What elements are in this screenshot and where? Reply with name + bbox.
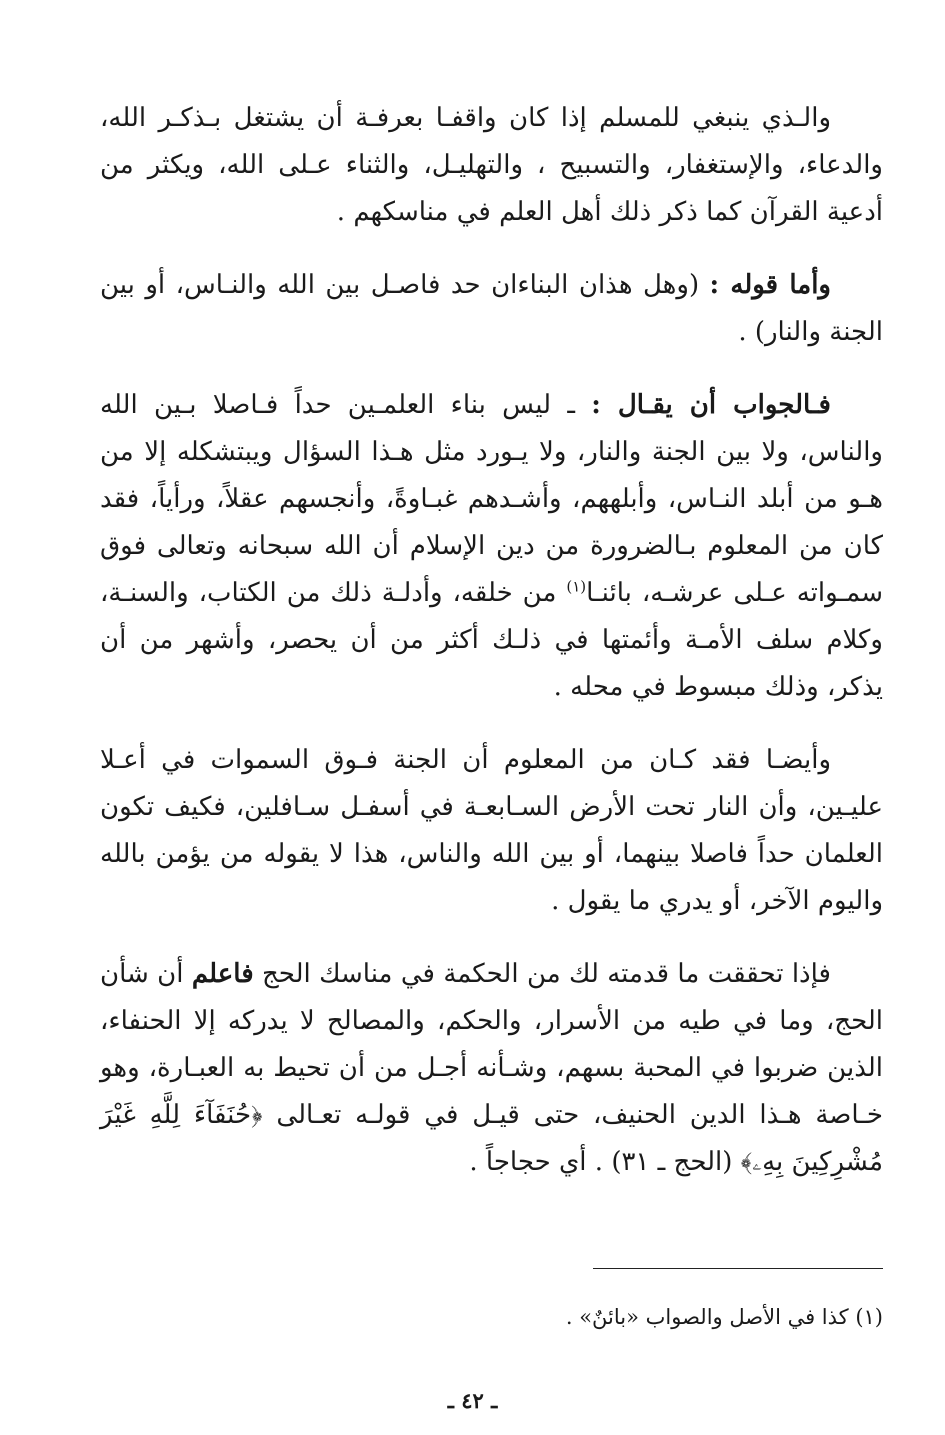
paragraph-paradise-fire — [100, 737, 883, 925]
paragraph-text: (وهل هذان البناءان حد فاصـل بين الله والنـاس، أو بين الجنة والنار) . — [100, 270, 883, 347]
paragraph-intro: فإذا تحققت ما قدمته لك من الحكمة في مناسك الحج — [253, 959, 831, 989]
paragraph-emphasis: فاعلم — [191, 959, 254, 989]
paragraph-lead: فـالجواب أن يقـال : — [591, 390, 831, 420]
footnote: (١) كذا في الأصل والصواب «بائنٌ» . — [565, 1305, 883, 1329]
paragraph-text: ـ ليس بناء العلمـين حداً فـاصلا بـين الله والناس، ولا بين الجنة والنار، ولا يـورد مثل هـذا السؤال ويبتشكله إلا من هـو من أبلد النـاس، وأبلههم، وأشـدهم غبـاوةً، وأنجسهم عقلاً، ورأياً، فقد كان من المعلوم بـالضرورة من دين الإسلام أن الله سبحانه وتعالى فوق سمـواته عـلى عرشـه، بائنـا — [100, 390, 884, 608]
footnote-separator — [593, 1268, 883, 1269]
paragraph-lead: وأما قوله : — [709, 270, 831, 300]
paragraph-answer — [100, 382, 883, 711]
page-body — [100, 95, 883, 1212]
paragraph-hajj-wisdom — [100, 951, 883, 1186]
paragraph-text: وأيضـا فقد كـان من المعلوم أن الجنة فـوق السموات في أعـلا عليـين، وأن النار تحت الأرض السـابعـة في أسفـل سـافلين، فكيف تكون العلمان حداً فاصلا بينهما، أو بين الله والناس، هذا لا يقوله من يؤمن بالله واليوم الآخر، أو يدري ما يقول . — [100, 745, 883, 916]
page-number: ـ ٤٢ ـ — [447, 1388, 498, 1413]
paragraph-arafah — [100, 95, 883, 236]
paragraph-text-continued: من خلقه، وأدلـة ذلك من الكتاب، والسنـة، وكلام سلف الأمـة وأئمتها في ذلـك أكثر من أن يحصر، وأشهر من أن يذكر، وذلك مبسوط في محله . — [100, 578, 883, 702]
paragraph-text: والـذي ينبغي للمسلم إذا كان واقفـا بعرفـة أن يشتغل بـذكـر الله، والدعاء، والإستغفار، والتسبيح ، والتهليـل، والثناء عـلى الله، ويكثر من أدعية القرآن كما ذكر ذلك أهل العلم في مناسكهم . — [100, 103, 883, 227]
paragraph-question — [100, 262, 883, 356]
paragraph-text: أن شأن الحج، وما في طيه من الأسرار، والحكم، والمصالح لا يدركه إلا الحنفاء، الذين ضربوا في المحبة بسهم، وشـأنه أجـل من أن تحيط به العبـارة، وهو خـاصة هـذا الدين الحنيف، حتى قيـل في قولـه تعـالى ﴿حُنَفَآءَ لِلَّهِ غَيْرَ مُشْرِكِينَ بِهِۦ﴾ (الحج ـ ٣١) . أي حجاجاً . — [100, 959, 883, 1177]
footnote-marker: (١) — [566, 577, 587, 596]
